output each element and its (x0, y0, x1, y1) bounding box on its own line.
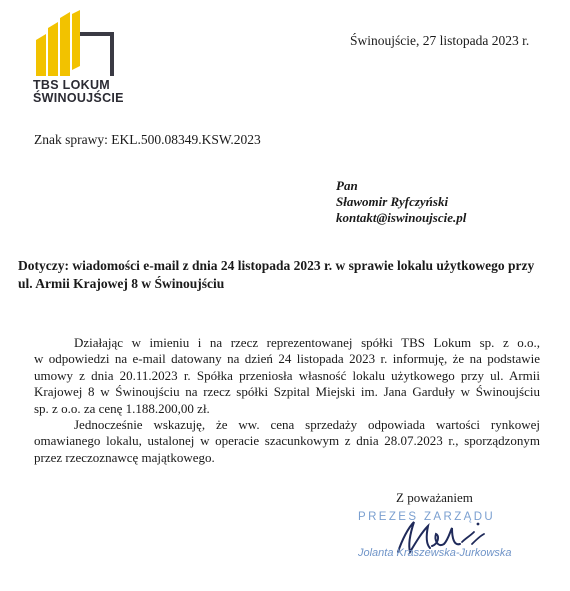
case-reference: Znak sprawy: EKL.500.08349.KSW.2023 (34, 132, 261, 147)
body-line: Działając w imieniu i na rzecz reprezentowanej spółki TBS Lokum sp. z o.o., (74, 335, 540, 350)
addressee-name: Sławomir Ryfczyński (336, 194, 449, 209)
letter-date: Świnoujście, 27 listopada 2023 r. (350, 33, 530, 48)
stamp-title: PREZES ZARZĄDU (358, 511, 496, 523)
addressee-email: kontakt@iswinoujscie.pl (336, 210, 467, 225)
body-line: przez rzeczoznawcę majątkowego. (34, 449, 215, 465)
stamp-name: Jolanta Kraszewska-Jurkowska (358, 547, 512, 559)
subject-line-2: ul. Armii Krajowej 8 w Świnoujściu (18, 276, 225, 291)
logo-line-1: TBS LOKUM (33, 78, 110, 92)
body-line: sp. z o.o. za cenę 1.188.200,00 zł. (34, 400, 210, 416)
body-line: omawianego lokalu, ustalonej w operacie szacunkowym z dnia 28.07.2023 r., sporządzonym (34, 433, 540, 449)
body-line: w odpowiedzi na e-mail datowany na dzień 24 listopada 2023 r. informuję, że na podstawie (34, 351, 540, 367)
logo-wordmark (33, 79, 133, 105)
subject-block (18, 257, 558, 293)
body-paragraph-2 (34, 417, 540, 466)
subject-line-1: Dotyczy: wiadomości e-mail z dnia 24 listopada 2023 r. w sprawie lokalu użytkowego przy (18, 258, 535, 273)
body-line: Jednocześnie wskazuję, że ww. cena sprzedaży odpowiada wartości rynkowej (74, 417, 540, 433)
addressee-salutation: Pan (336, 178, 358, 193)
logo-line-2: ŚWINOUJŚCIE (33, 91, 124, 105)
body-paragraph-1 (34, 335, 540, 417)
addressee-block (336, 178, 466, 226)
tbs-lokum-logo-icon (34, 10, 114, 78)
body-line: umowy z dnia 20.11.2023 r. Spółka przeniosła własność lokalu użytkowego przy ul. Armii (34, 367, 540, 383)
closing-phrase: Z poważaniem (396, 490, 473, 505)
letter-body (34, 335, 540, 466)
body-line: Krajowej 8 w Świnoujściu na rzecz spółki Szpital Miejski im. Jana Garduły w Świnoujściu (34, 384, 540, 400)
